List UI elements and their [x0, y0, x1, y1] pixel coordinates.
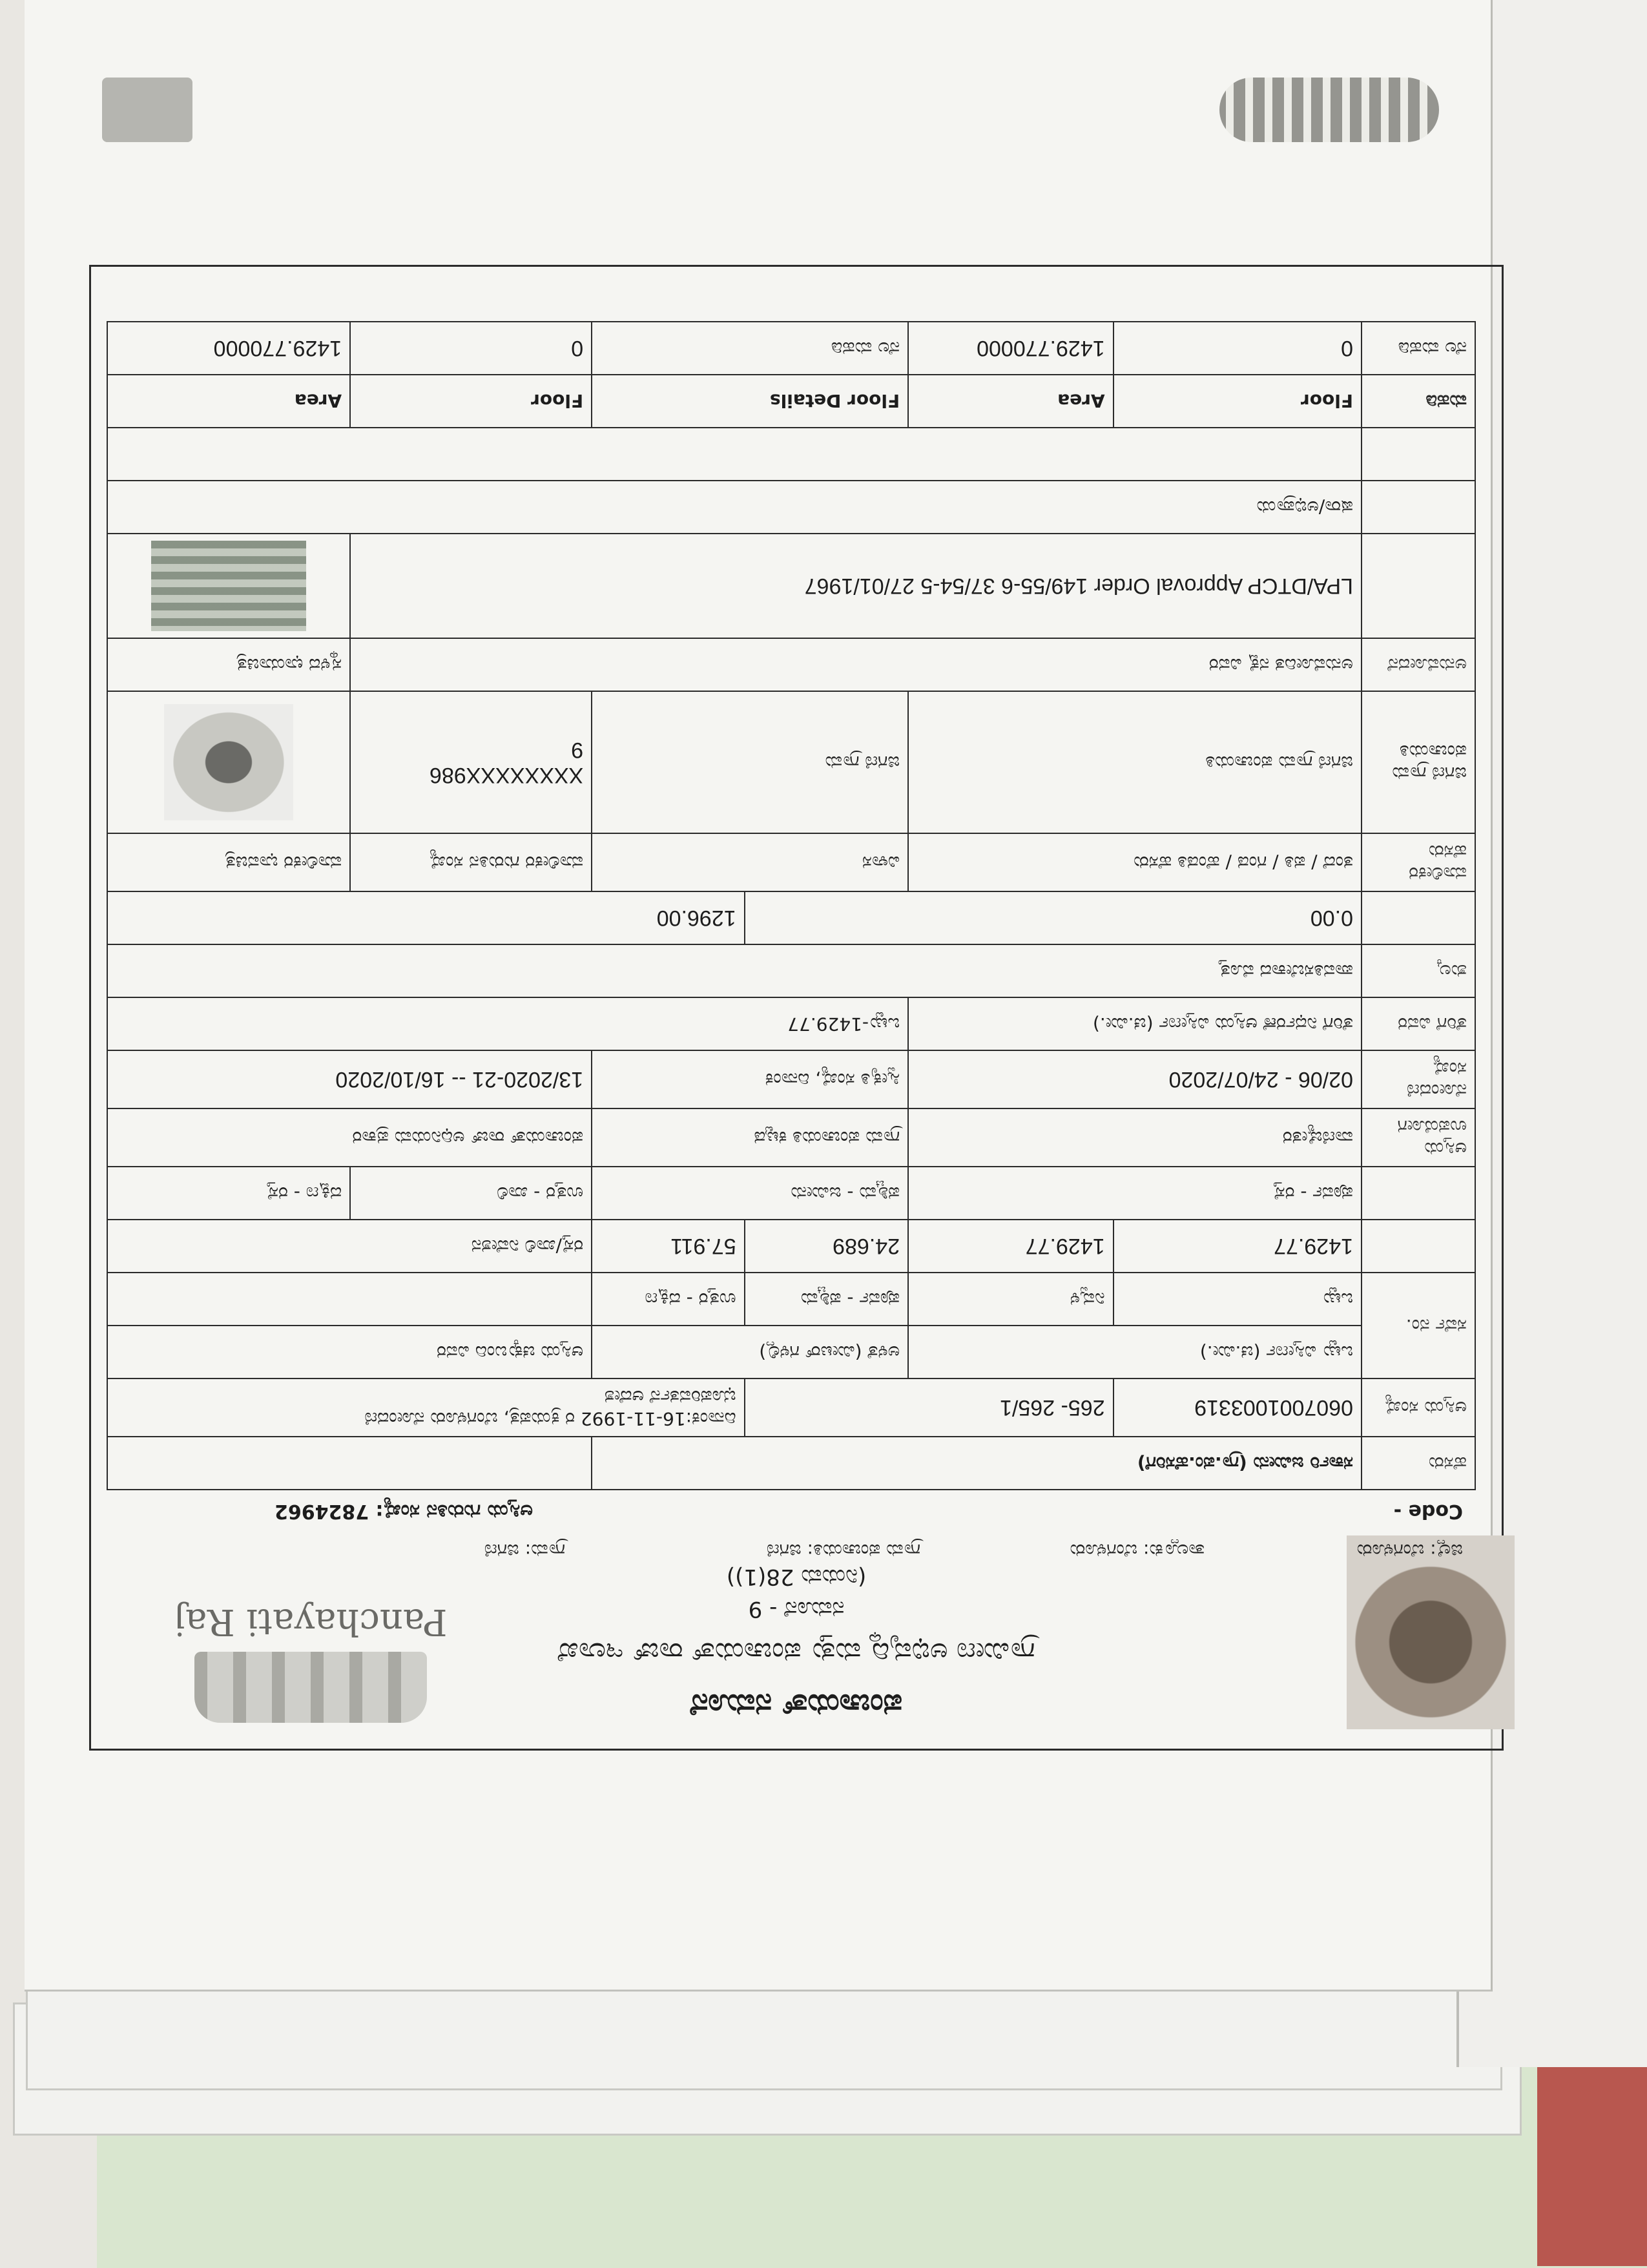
dimension-sub-ew: ಪೂರ್ವ - ಪಶ್ಚಿಮ — [745, 1273, 908, 1326]
floor-area-2: 1429.770000 — [107, 322, 350, 375]
usage-label: ಆಸ್ತಿಯ ಉಪಯೋಗ — [1362, 1108, 1475, 1167]
usage-building: ಗ್ರಾಮ ಪಂಚಾಯತಿ ಕಟ್ಟಡ — [592, 1108, 908, 1167]
registration-label: ನೋಂದಣಿ ಸಂಖ್ಯೆ — [1362, 1050, 1475, 1108]
charge-head: ಪಾವತಿಸಬೇಕಾದ ಮೊತ್ತ — [107, 944, 1362, 997]
owner-relation: ಜಿಗಣಿ ಗ್ರಾಮ ಪಂಚಾಯತಿ — [908, 691, 1362, 833]
total-area: 1429.77 — [1114, 1220, 1362, 1273]
survey-number: 265- 265/1 — [745, 1378, 1114, 1437]
boundary-south: ದಕ್ಷಿಣ - ರಸ್ತೆ — [107, 1167, 350, 1220]
dimension-head-boundary: ಆಸ್ತಿಯ ಚಕ್ಕುಬಂದಿ ವಿವರ — [107, 1326, 592, 1378]
tax-value: ಒಟ್ಟು-1429.77 — [107, 997, 908, 1050]
table-row — [107, 691, 1475, 833]
document-page — [25, 0, 1493, 1992]
net-area: 1429.77 — [908, 1220, 1114, 1273]
dimension-head-measure: ಅಳತೆ (ಮೀಟರ್ ಗಳಲ್ಲಿ) — [592, 1326, 908, 1378]
owner-head-photo: ಮಾಲೀಕರ ಭಾವಚಿತ್ರ — [107, 833, 350, 891]
table-row — [107, 997, 1475, 1050]
dimension-sub-total: ಒಟ್ಟು — [1114, 1273, 1362, 1326]
table-row — [107, 638, 1475, 691]
boundary-east: ಪೂರ್ವ - ರಸ್ತೆ — [908, 1167, 1362, 1220]
dimension-label: ಸರ್ವೆ ನಂ. — [1362, 1273, 1475, 1378]
floor-head-area-2: Area — [107, 375, 350, 428]
footer-stamps — [25, 71, 1491, 149]
table-row — [107, 322, 1475, 375]
table-row — [107, 1273, 1475, 1326]
boundary-west: ಪಶ್ಚಿಮ - ಜಮೀನು — [592, 1167, 908, 1220]
stamp-icon — [102, 78, 192, 142]
floor-head-floor-2: Floor — [350, 375, 592, 428]
table-row — [107, 1437, 1475, 1490]
owner-value: ಸರ್ಕಾರಿ ಜಮೀನು (ಗ್ರಾ.ಪಂ.ಹೆಸರಿಗೆ) — [592, 1437, 1362, 1490]
registration-value: 02/06 - 24/07/2020 — [908, 1050, 1362, 1108]
table-row — [107, 1220, 1475, 1273]
owner-address: ಜಿಗಣಿ ಗ್ರಾಮ — [592, 691, 908, 833]
acknowledgement-number: 13/2020-21 -- 16/10/2020 — [107, 1050, 592, 1108]
charge-value: 0.00 — [745, 891, 1362, 944]
form-nine-certificate — [89, 265, 1504, 1751]
table-row — [107, 534, 1475, 638]
floor-desc-1: ನೆಲ ಮಹಡಿ — [1362, 322, 1475, 375]
dimension-sub-ns: ಉತ್ತರ - ದಕ್ಷಿಣ — [592, 1273, 745, 1326]
district-text: ಜಿಲ್ಲೆ: ಬೆಂಗಳೂರು — [1356, 1540, 1463, 1561]
table-row — [107, 481, 1475, 534]
approval-head: ಅನುಮೋದಿತ ನಕ್ಷೆ ವಿವರ — [350, 638, 1362, 691]
floor-head-area: Area — [908, 375, 1114, 428]
floor-head-floor: Floor — [1114, 375, 1362, 428]
floor-label: ಮಹಡಿ — [1362, 375, 1475, 428]
table-row — [107, 1108, 1475, 1167]
taluk-text: ತಾಲ್ಲೂಕು: ಬೆಂಗಳೂರು — [1070, 1540, 1205, 1561]
charge-value-paid: 1296.00 — [107, 891, 745, 944]
property-number: 0607001003319 — [1114, 1378, 1362, 1437]
table-row — [107, 833, 1475, 891]
owner-head-relation: ತಂದೆ / ಪತಿ / ಗಂಡ / ಹೆಂಡತಿ ಹೆಸರು — [908, 833, 1362, 891]
table-row — [107, 944, 1475, 997]
table-row — [107, 1326, 1475, 1378]
village-text: ಗ್ರಾಮ: ಜಿಗಣಿ — [484, 1540, 565, 1561]
tax-head: ತೆರಿಗೆ ನಿರ್ಧರಣೆ ಆಸ್ತಿಯ ವಿಸ್ತೀರ್ಣ (ಚ.ಮೀ.) — [908, 997, 1362, 1050]
ornamental-seal-icon — [1219, 78, 1439, 142]
floor-area-1: 1429.770000 — [908, 322, 1114, 375]
charge-label: ಶುಲ್ಕ — [1362, 944, 1475, 997]
owner-head-address: ವಿಳಾಸ — [592, 833, 908, 891]
remarks-value — [107, 428, 1362, 481]
owner-id-masked: XXXXXXXX986 9 — [350, 691, 592, 833]
property-id-number: ಆಸ್ತಿಯ ಗುರುತಿನ ಸಂಖ್ಯೆ: 7824962 — [274, 1500, 533, 1523]
floor-desc-2: ನೆಲ ಮಹಡಿ — [592, 322, 908, 375]
site-photo-head: ಸ್ಥಳದ ಛಾಯಾಚಿತ್ರ — [107, 638, 350, 691]
gram-panchayat-text: ಗ್ರಾಮ ಪಂಚಾಯತಿ: ಜಿಗಣಿ — [766, 1540, 920, 1561]
table-row — [107, 891, 1475, 944]
document-header — [91, 1564, 1502, 1723]
table-row — [107, 1167, 1475, 1220]
table-row — [107, 375, 1475, 428]
boundary-north: ಉತ್ತರ - ಖಾಲಿ — [350, 1167, 592, 1220]
boundary-note: ರಸ್ತೆ/ಖಾಲಿ ನಿವೇಶನ — [107, 1220, 592, 1273]
owner-head-name: ಮಾಲೀಕರ ಹೆಸರು — [1362, 833, 1475, 891]
approval-order: LPA/DTCP Approval Order 149/55-6 37/54-5 27/01/1967 — [350, 534, 1362, 638]
dimension-sub-net: ನಿವ್ವಳ — [908, 1273, 1114, 1326]
acknowledgement-head: ಸ್ವೀಕೃತಿ ಸಂಖ್ಯೆ, ದಿನಾಂಕ — [592, 1050, 908, 1108]
usage-act: ಪಂಚಾಯತ್ ರಾಜ್ ಅಧಿನಿಯಮ ಪ್ರಕಾರ — [107, 1108, 592, 1167]
owner-head-id: ಮಾಲೀಕರ ಗುರುತಿನ ಸಂಖ್ಯೆ — [350, 833, 592, 891]
usage-type: ವಾಣಿಜ್ಯೇತರ — [908, 1108, 1362, 1167]
north-south-length: 57.911 — [592, 1220, 745, 1273]
remarks-head: ಷರಾ/ಅಭಿಪ್ರಾಯ — [107, 481, 1362, 534]
floor-value-2: 0 — [350, 322, 592, 375]
property-details-table — [107, 321, 1476, 1490]
east-west-length: 24.689 — [745, 1220, 908, 1273]
logo-caption: Panchayati Raj — [174, 1601, 448, 1643]
upside-down-content — [25, 0, 1491, 1990]
registration-note: ದಿನಾಂಕ:16-11-1992 ರ ಕ್ರಯಪತ್ರ, ಬೆಂಗಳೂರು ನೋಂದಣಿ ಭೂಪರಿವರ್ತನೆ ಆದೇಶ — [107, 1378, 745, 1437]
rule-reference: (ನಿಯಮ 28(1)) — [726, 1564, 867, 1590]
site-photo — [151, 541, 306, 631]
form-number: ನಮೂನೆ - 9 — [748, 1596, 845, 1622]
approval-label: ಅನುಮೋದನೆ — [1362, 638, 1475, 691]
table-row — [107, 1050, 1475, 1108]
code-label: Code - — [1393, 1500, 1463, 1523]
floor-head-details: Floor Details — [592, 375, 908, 428]
floor-value-1: 0 — [1114, 322, 1362, 375]
tax-label: ತೆರಿಗೆ ವಿವರ — [1362, 997, 1475, 1050]
document-title: ಪಂಚಾಯತ್ ನಮೂನೆ — [690, 1688, 903, 1723]
owner-photo — [164, 704, 293, 820]
dimension-head-total: ಒಟ್ಟು ವಿಸ್ತೀರ್ಣ (ಚ.ಮೀ.) — [908, 1326, 1362, 1378]
table-row — [107, 1378, 1475, 1437]
owner-name: ಜಿಗಣಿ ಗ್ರಾಮ ಪಂಚಾಯತಿ — [1362, 691, 1475, 833]
department-name: ಗ್ರಾಮೀಣ ಅಭಿವೃದ್ಧಿ ಮತ್ತು ಪಂಚಾಯತ್ ರಾಜ್ ಇಲಾಖೆ — [557, 1637, 1035, 1669]
owner-label: ಹೆಸರು — [1362, 1437, 1475, 1490]
table-row — [107, 428, 1475, 481]
id-label: ಆಸ್ತಿಯ ಸಂಖ್ಯೆ — [1362, 1378, 1475, 1437]
